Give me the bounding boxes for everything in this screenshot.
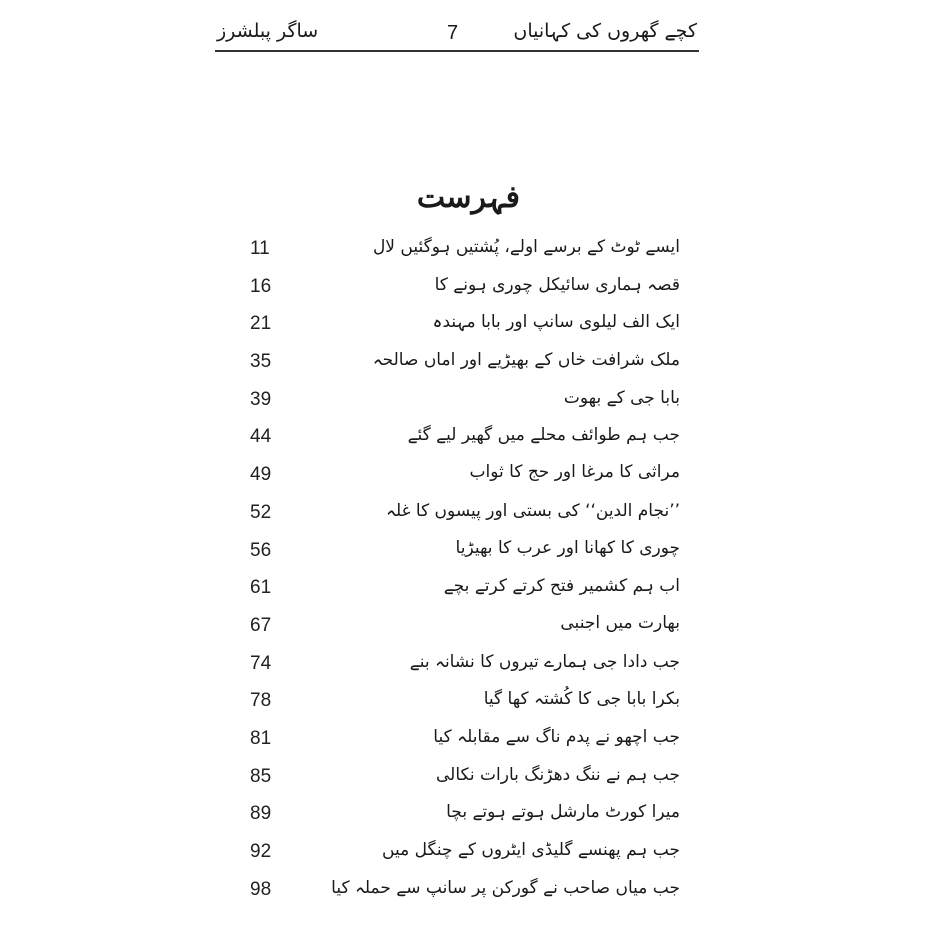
header-divider xyxy=(215,50,699,52)
toc-chapter-title: چوری کا کھانا اور عرب کا بھیڑیا xyxy=(455,537,680,558)
toc-chapter-title: جب ہم نے ننگ دھڑنگ بارات نکالی xyxy=(435,764,680,785)
toc-entry[interactable] xyxy=(230,688,710,726)
toc-page-number: 81 xyxy=(250,727,272,749)
toc-entry[interactable] xyxy=(230,462,710,500)
toc-chapter-title: بابا جی کے بھوت xyxy=(563,387,680,408)
toc-page-number: 11 xyxy=(250,238,270,259)
toc-page-number: 61 xyxy=(250,577,272,599)
toc-page-number: 16 xyxy=(250,275,272,297)
toc-page-number: 35 xyxy=(250,351,272,373)
toc-page-number: 92 xyxy=(250,841,272,862)
toc-chapter-title: ’’نجام الدین‘‘ کی بستی اور پیسوں کا غلہ xyxy=(386,500,680,521)
toc-chapter-title: ایسے ٹوٹ کے برسے اولے، پُشتیں ہوگئیں لال xyxy=(372,237,680,257)
toc-entry[interactable] xyxy=(230,877,710,915)
toc-chapter-title: قصہ ہماری سائیکل چوری ہونے کا xyxy=(434,274,680,295)
toc-page-number: 74 xyxy=(250,652,272,674)
toc-entry[interactable] xyxy=(230,274,710,312)
toc-entry[interactable] xyxy=(230,311,710,349)
toc-entry[interactable] xyxy=(230,575,710,613)
toc-page-number: 98 xyxy=(250,878,272,900)
toc-page-number: 39 xyxy=(250,388,272,410)
toc-entry[interactable] xyxy=(230,424,710,462)
toc-page-number: 52 xyxy=(250,501,272,523)
toc-page-number: 89 xyxy=(250,803,272,825)
toc-title: فہرست xyxy=(416,180,520,215)
toc-page-number: 44 xyxy=(250,426,272,448)
toc-entry[interactable] xyxy=(230,839,710,877)
toc-chapter-title: بھارت میں اجنبی xyxy=(560,612,680,633)
toc-chapter-title: بکرا بابا جی کا کُشتہ کھا گیا xyxy=(483,689,680,710)
toc-chapter-title: ملک شرافت خاں کے بھیڑیے اور اماں صالحہ xyxy=(372,350,680,371)
publisher-name: ساگر پبلشرز xyxy=(217,20,319,42)
toc-page-number: 85 xyxy=(250,765,272,787)
toc-chapter-title: جب دادا جی ہمارے تیروں کا نشانہ بنے xyxy=(409,651,680,672)
toc-page-number: 78 xyxy=(250,690,272,712)
toc-chapter-title: جب ہم طوائف محلے میں گھیر لیے گئے xyxy=(407,425,680,446)
toc-chapter-title: جب اچھو نے پدم ناگ سے مقابلہ کیا xyxy=(433,726,680,747)
toc-chapter-title: مراثی کا مرغا اور حج کا ثواب xyxy=(469,462,680,483)
toc-page-number: 67 xyxy=(250,614,272,636)
toc-entry[interactable] xyxy=(230,726,710,764)
page-header xyxy=(215,18,699,50)
page-number: 7 xyxy=(447,22,459,44)
book-title: کچے گھروں کی کہانیاں xyxy=(513,20,697,42)
toc-entry[interactable] xyxy=(230,651,710,689)
toc-entry[interactable] xyxy=(230,349,710,387)
toc-entry[interactable] xyxy=(230,801,710,839)
toc-page-number: 21 xyxy=(250,313,272,335)
toc-chapter-title: میرا کورٹ مارشل ہوتے ہوتے بچا xyxy=(446,802,680,823)
toc-entry[interactable] xyxy=(230,387,710,425)
toc-entry[interactable] xyxy=(230,538,710,576)
toc-entry[interactable] xyxy=(230,236,710,274)
toc-chapter-title: اب ہم کشمیر فتح کرتے کرتے بچے xyxy=(443,576,680,597)
toc-chapter-title: جب میاں صاحب نے گورکن پر سانپ سے حملہ کیا xyxy=(331,877,680,898)
table-of-contents xyxy=(230,236,710,914)
toc-chapter-title: ایک الف لیلوی سانپ اور بابا مہندہ xyxy=(432,312,680,333)
toc-entry[interactable] xyxy=(230,764,710,802)
toc-entry[interactable] xyxy=(230,613,710,651)
toc-entry[interactable] xyxy=(230,500,710,538)
toc-chapter-title: جب ہم پھنسے گلیڈی ایٹروں کے چنگل میں xyxy=(382,840,680,860)
toc-page-number: 56 xyxy=(250,539,272,561)
toc-page-number: 49 xyxy=(250,464,272,486)
